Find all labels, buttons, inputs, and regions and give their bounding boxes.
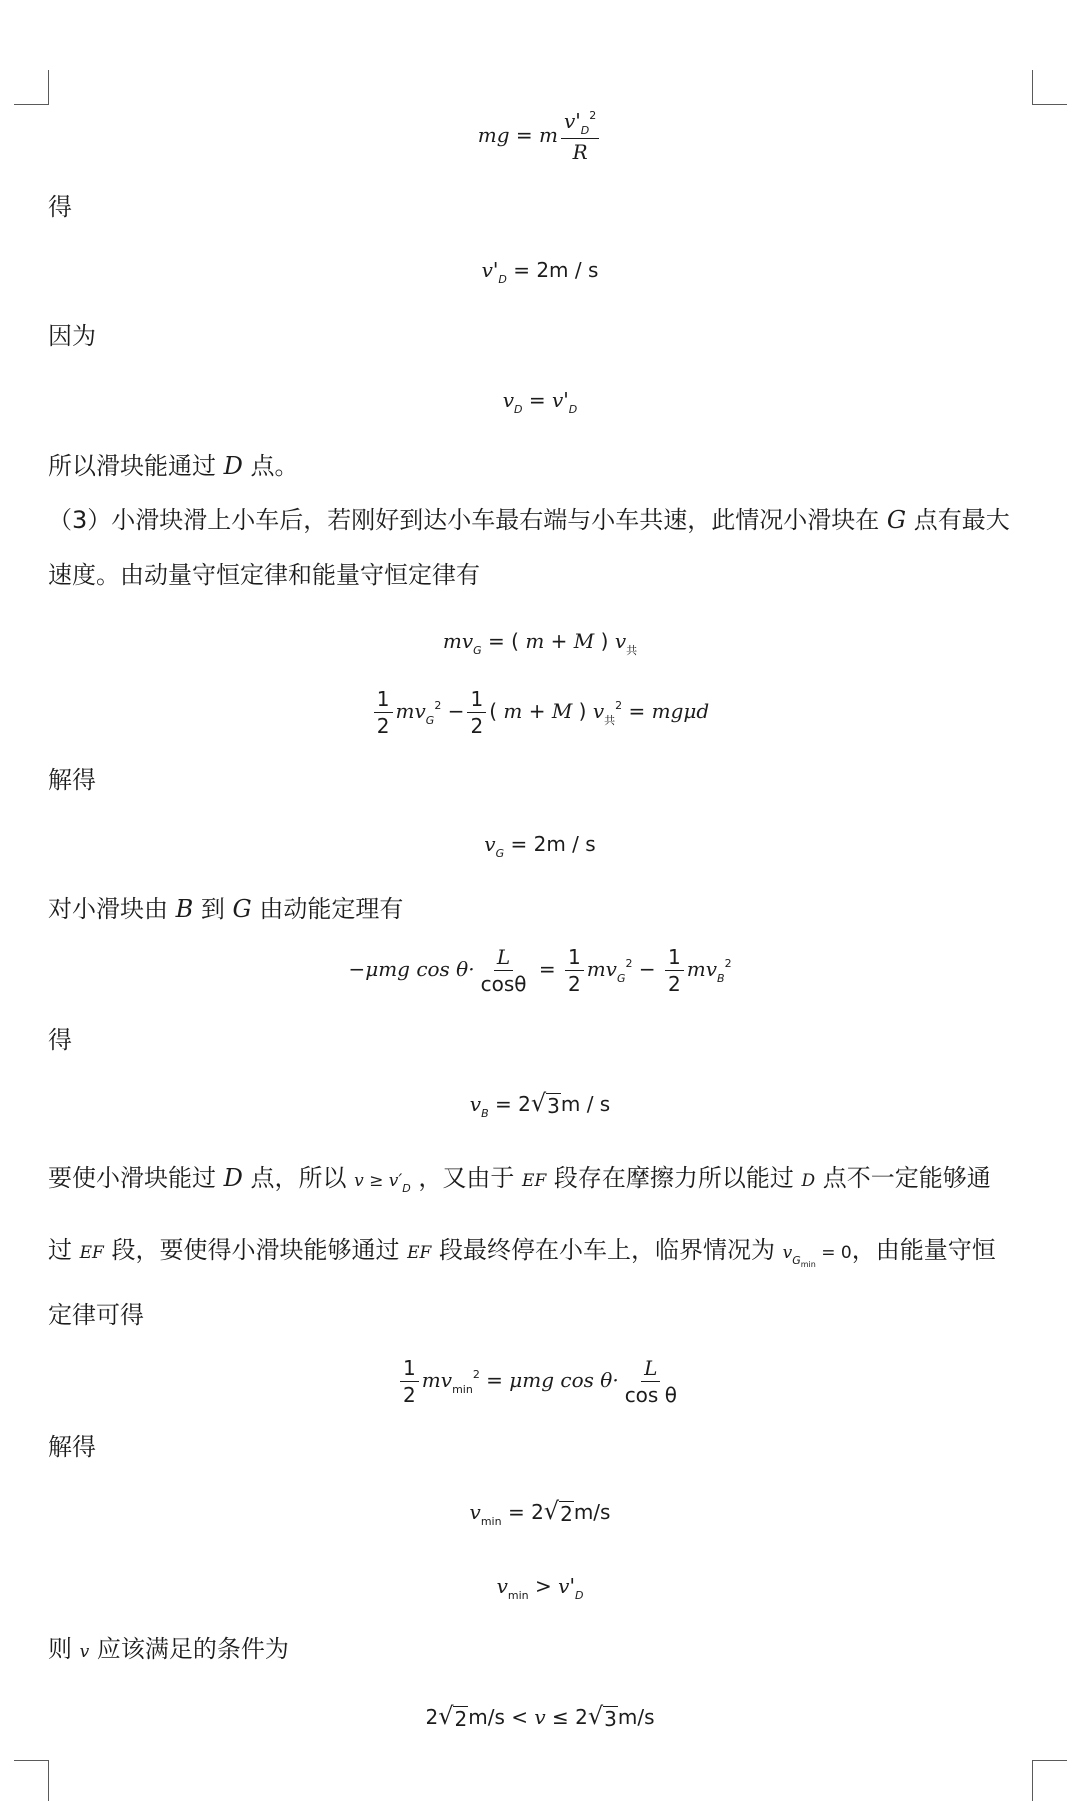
text-pass-D: 所以滑块能通过 D 点。 bbox=[48, 452, 299, 480]
equation-4: $mv_G$ = ( m + M ) $v_共$ bbox=[442, 629, 638, 657]
text-jiede-2: 解得 bbox=[48, 1433, 96, 1461]
text-dui: 对小滑块由 B 到 G 由动能定理有 bbox=[48, 895, 404, 923]
equation-5: $\frac{1}{2}$ $mv_G^2$ − $\frac{1}{2}$ ( m + M ) $v_共^2 = mg\mu d$ bbox=[0, 688, 1080, 737]
equation-7: −μmg cos θ· $\frac{L}{\cos\theta}$ = $\frac{1}{2}$ $mv_G^2$ − $\frac{1}{2}$ $mv_B^2$ bbox=[348, 945, 732, 996]
text-de-1: 得 bbox=[48, 193, 72, 221]
equation-6: $v_G = 2m / s$ bbox=[484, 832, 596, 860]
equation-11: $v_{min} > v'_D$ bbox=[496, 1574, 584, 1602]
text-yinwei: 因为 bbox=[48, 322, 96, 350]
equation-2: $v'_D = 2m / s$ bbox=[481, 258, 599, 286]
equation-3: $v_D = v'_D$ bbox=[502, 388, 578, 416]
equation-1: mg = m $\frac{v'_D^2}{R}$ bbox=[0, 110, 1080, 163]
crop-mark-top-right bbox=[1032, 70, 1067, 105]
equation-10: $v_{min} = 2$ √ 2 m/s bbox=[469, 1497, 611, 1528]
equation-9: $\frac{1}{2}$ $mv_{min}^2 = \mu mg$ cos θ· $\frac{L}{\text{cos θ}}$ bbox=[0, 1357, 1080, 1406]
paragraph-3-line-2: 速度。由动量守恒定律和能量守恒定律有 bbox=[48, 561, 480, 589]
text-ze: 则 v 应该满足的条件为 bbox=[48, 1635, 289, 1663]
paragraph-cond-line-3: 定律可得 bbox=[48, 1301, 144, 1329]
paragraph-3-line-1: （3）小滑块滑上小车后，若刚好到达小车最右端与小车共速，此情况小滑块在 G 点有最大 bbox=[48, 506, 1010, 534]
text-de-2: 得 bbox=[48, 1026, 72, 1054]
crop-mark-top-left bbox=[14, 70, 49, 105]
equation-12: 2 √ 2 m/s < v ≤ 2 √ 3 m/s bbox=[425, 1702, 655, 1731]
paragraph-cond-line-1: 要使小滑块能过 D 点，所以 $v \ge v'_D$ ，又由于 EF 段存在摩擦力所以能过 D 点不一定能够通 bbox=[48, 1164, 991, 1195]
paragraph-cond-line-2: 过 EF 段，要使得小滑块能够通过 EF 段最终停在小车上，临界情况为 $v_{G_{min}} = 0$，由能量守恒 bbox=[48, 1236, 996, 1269]
equation-8: $v_B = 2$ √ 3 m / s bbox=[469, 1089, 611, 1120]
text-jiede-1: 解得 bbox=[48, 766, 96, 794]
